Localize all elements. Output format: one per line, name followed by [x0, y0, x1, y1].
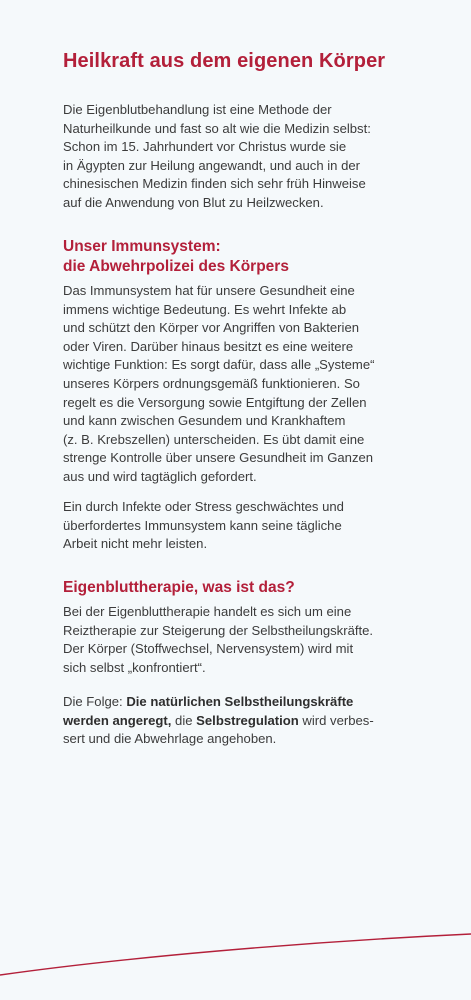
weakened-immune-paragraph: Ein durch Infekte oder Stress geschwächtes und überfordertes Immunsystem kann seine tägliche Arbeit nicht mehr leisten. [63, 499, 344, 552]
section-heading-immune-system: Unser Immunsystem: die Abwehrpolizei des Körpers [63, 238, 289, 275]
consequence-lead: Die Folge: [63, 694, 127, 709]
page-title: Heilkraft aus dem eigenen Körper [63, 50, 386, 72]
consequence-bold-selfregulation: Selbstregulation [196, 712, 299, 728]
consequence-bold-healing: Die natürlichen Selbstheilungskräfte werden angeregt, [63, 694, 354, 728]
consequence-paragraph [63, 693, 443, 749]
consequence-mid: die [171, 712, 197, 728]
decorative-wave-line [0, 930, 471, 1000]
therapy-paragraph: Bei der Eigenbluttherapie handelt es sich um eine Reiztherapie zur Steigerung der Selbstheilungskräfte. Der Körper (Stoffwechsel, Nervensystem) wird mit sich selbst „konfrontiert“. [63, 604, 374, 675]
section-heading-therapy: Eigenbluttherapie, was ist das? [63, 579, 295, 596]
consequence-tail: wird verbes- sert und die Abwehrlage angehoben. [63, 712, 374, 747]
immune-system-paragraph: Das Immunsystem hat für unsere Gesundheit eine immens wichtige Bedeutung. Es wehrt Infekte ab und schützt den Körper vor Angriffen von Bakterien oder Viren. Darüber hinaus besitzt es eine weitere wichtige Funktion: Es sorgt dafür, dass alle „Systeme“ unseres Körpers ordnungsgemäß funktionieren. So regelt es die Versorgung sowie Entgiftung der Zellen und kann zwischen Gesundem und Krankhaftem (z. B. Krebszellen) unterscheiden. Es übt damit eine strenge Kontrolle über unsere Gesundheit im Ganzen aus und wird tagtäglich gefordert. [63, 283, 375, 484]
intro-paragraph: Die Eigenblutbehandlung ist eine Methode der Naturheilkunde und fast so alt wie die Medizin selbst: Schon im 15. Jahrhundert vor Christus wurde sie in Ägypten zur Heilung angewandt, und auch in der chinesischen Medizin finden sich sehr früh Hinweise auf die Anwendung von Blut zu Heilzwecken. [63, 102, 371, 210]
